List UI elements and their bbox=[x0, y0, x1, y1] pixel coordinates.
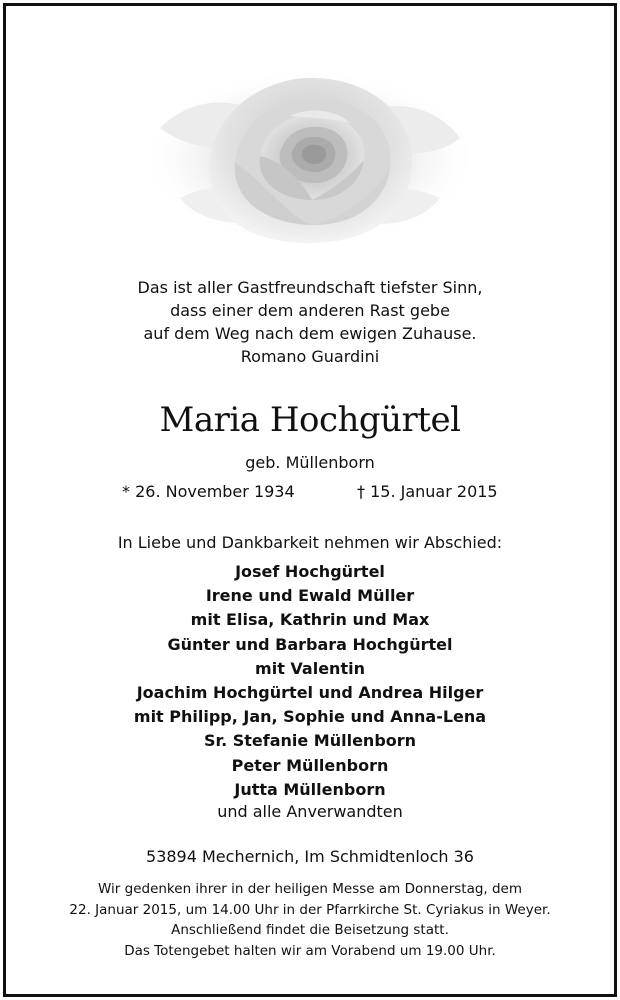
family-member: mit Philipp, Jan, Sophie und Anna-Lena bbox=[133, 707, 487, 727]
deceased-name: Maria Hochgürtel bbox=[159, 400, 461, 440]
service-line: 22. Januar 2015, um 14.00 Uhr in der Pfarrkirche St. Cyriakus in Weyer. bbox=[69, 901, 551, 918]
family-member: Joachim Hochgürtel und Andrea Hilger bbox=[136, 683, 484, 703]
life-dates bbox=[0, 480, 620, 504]
family-member: Jutta Müllenborn bbox=[234, 779, 386, 799]
farewell-intro: In Liebe und Dankbarkeit nehmen wir Abschied: bbox=[117, 533, 503, 552]
quote-author: Romano Guardini bbox=[240, 347, 380, 366]
quote-block bbox=[0, 276, 620, 368]
birth-date: * 26. November 1934 bbox=[122, 482, 295, 501]
family-list bbox=[0, 560, 620, 802]
family-member: Sr. Stefanie Müllenborn bbox=[203, 731, 417, 751]
quote-line: Das ist aller Gastfreundschaft tiefster Sinn, bbox=[137, 278, 483, 297]
rose-icon bbox=[140, 68, 480, 248]
quote-line: auf dem Weg nach dem ewigen Zuhause. bbox=[143, 324, 477, 343]
family-member: mit Valentin bbox=[255, 658, 365, 678]
birth-name: geb. Müllenborn bbox=[245, 453, 375, 472]
relatives-line: und alle Anverwandten bbox=[217, 802, 403, 821]
family-member: Josef Hochgürtel bbox=[235, 562, 385, 581]
death-date: † 15. Januar 2015 bbox=[357, 482, 498, 501]
family-member: Irene und Ewald Müller bbox=[205, 586, 415, 606]
service-line: Wir gedenken ihrer in der heiligen Messe am Donnerstag, dem bbox=[97, 881, 523, 897]
service-notice bbox=[0, 879, 620, 961]
family-member: Günter und Barbara Hochgürtel bbox=[167, 634, 453, 654]
service-line: Anschließend findet die Beisetzung statt. bbox=[171, 922, 449, 938]
family-member: Peter Müllenborn bbox=[231, 755, 389, 775]
quote-line: dass einer dem anderen Rast gebe bbox=[170, 301, 450, 320]
service-line: Das Totengebet halten wir am Vorabend um 19.00 Uhr. bbox=[124, 942, 496, 959]
family-member: mit Elisa, Kathrin und Max bbox=[190, 610, 430, 630]
family-address: 53894 Mechernich, Im Schmidtenloch 36 bbox=[146, 847, 474, 866]
